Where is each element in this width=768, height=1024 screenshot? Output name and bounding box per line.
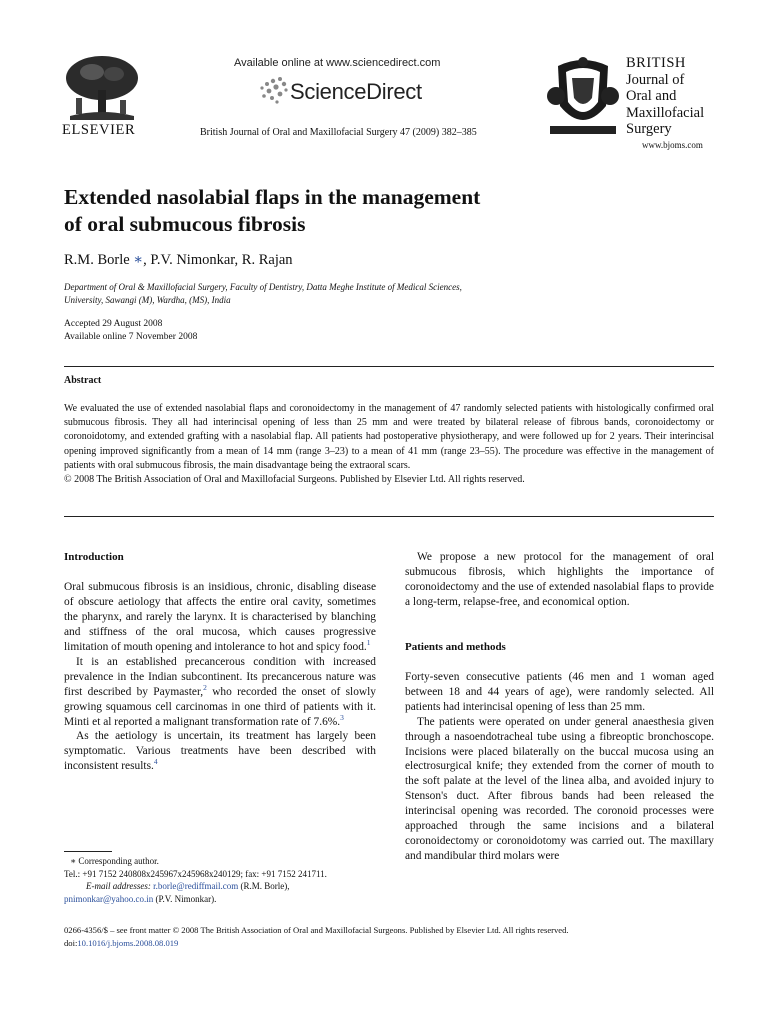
author-name: R.M. Borle [64, 252, 130, 268]
email-link[interactable]: pnimonkar@yahoo.co.in [64, 893, 154, 904]
journal-title-line: Journal of [626, 71, 685, 88]
accepted-date: Accepted 29 August 2008 [64, 319, 163, 329]
reference-link[interactable]: 2 [203, 682, 207, 692]
corresponding-author-note: ∗ Corresponding author. [70, 856, 159, 866]
author-names-rest: , P.V. Nimonkar, R. Rajan [143, 252, 293, 268]
abstract-top-rule [64, 366, 714, 367]
affiliation-line: Department of Oral & Maxillofacial Surgery, Faculty of Dentistry, Datta Meghe Institute of Medical Sciences, [64, 282, 462, 292]
intro-paragraph-2: It is an established precancerous condition with increased prevalence in the Indian subcontinent. Its precancerous nature was first described by Paymaster,$^2$ who recorded the onset of slowly growing squamous cell carcinomas in one third of patients with it. Minti et al reported a malignant transformation rate of 7.6%.$^3$ [64, 655, 376, 728]
elsevier-tree-logo-icon [62, 54, 142, 122]
reference-link[interactable]: 3 [340, 712, 344, 722]
author-list [64, 252, 293, 269]
article-title [64, 184, 584, 238]
methods-heading: Patients and methods [405, 640, 506, 653]
methods-paragraph-1: Forty-seven consecutive patients (46 men and 1 woman aged between 18 and 44 years of age), were randomly selected. All patients had interincisal opening of less than 25 mm. [405, 670, 714, 713]
reference-link[interactable]: 4 [153, 757, 158, 767]
methods-paragraph-2: The patients were operated on under general anaesthesia given through a nasoendotracheal tube using a fibreoptic bronchoscope. Incisions were placed bilaterally on the buccal mucosa using an electrosurgical knife; they extended from the corner of mouth to the soft palate at the level of the linea alba, and avoided injury to Stenson's duct. After fibrous bands had been released the interincisal opening was recorded. The coronoid processes were approached through the same incisions and a bilateral coronoidectomy or coronoidotomy was carried out. The maxillary and mandibular third molars were [405, 715, 714, 863]
abstract-copyright: © 2008 The British Association of Oral and Maxillofacial Surgeons. Published by Elsevier Ltd. All rights reserved. [64, 474, 525, 486]
email-note-2: pnimonkar@yahoo.co.in (P.V. Nimonkar). [64, 893, 217, 904]
left-column [64, 550, 376, 774]
abstract-bottom-rule [64, 516, 714, 517]
journal-title-line: Maxillofacial [626, 104, 705, 121]
doi-line: doi:10.1016/j.bjoms.2008.08.019 [64, 937, 179, 948]
protocol-paragraph: We propose a new protocol for the management of oral submucous fibrosis, which highlights the importance of coronoidectomy and the use of extended nasolabial flaps to provide a long-term, relapse-free, and economical option. [405, 551, 714, 608]
reference-link[interactable]: 1 [366, 637, 371, 647]
intro-paragraph-3: As the aetiology is uncertain, its treatment has largely been symptomatic. Various treatments have been described with inconsistent results.$^4$ [64, 730, 376, 773]
abstract-body [64, 402, 714, 487]
page-footer [64, 924, 714, 949]
article-title-line: of oral submucous fibrosis [64, 212, 306, 236]
bjoms-crest-icon [546, 56, 620, 140]
affiliation [64, 281, 534, 306]
journal-url: www.bjoms.com [642, 140, 703, 150]
abstract-heading: Abstract [64, 375, 102, 386]
article-dates [64, 318, 197, 343]
introduction-heading: Introduction [64, 551, 124, 563]
journal-title-line: BRITISH [626, 55, 686, 71]
affiliation-line: University, Sawangi (M), Wardha, (MS), India [64, 294, 231, 305]
journal-title-block [626, 55, 704, 138]
journal-title-line: Surgery [626, 121, 672, 137]
front-matter-line: 0266-4356/$ – see front matter © 2008 The British Association of Oral and Maxillofacial Surgeons. Published by Elsevier Ltd. All rights reserved. [64, 925, 569, 935]
email-link[interactable]: r.borle@rediffmail.com [153, 881, 239, 891]
journal-title-line: Oral and [626, 88, 677, 104]
telephone-note: Tel.: +91 7152 240808x245967x245968x240129; fax: +91 7152 241711. [64, 868, 327, 879]
intro-paragraph-1: Oral submucous fibrosis is an insidious, chronic, disabling disease of obscure aetiology that affects the entire oral cavity, sometimes the pharynx, and rarely the larynx. It is characterised by blanching and stiffness of the oral mucosa, which causes progressive limitation of mouth opening and intolerance to hot and spicy food.$^1$ [64, 580, 376, 653]
right-column [405, 550, 714, 864]
email-note: E-mail addresses: r.borle@rediffmail.com (R.M. Borle), [86, 881, 290, 891]
corresponding-author-marker[interactable]: ∗ [133, 252, 144, 268]
journal-reference: British Journal of Oral and Maxillofacial Surgery 47 (2009) 382–385 [200, 127, 477, 138]
doi-link[interactable]: 10.1016/j.bjoms.2008.08.019 [77, 937, 179, 948]
sciencedirect-logo-text: ScienceDirect [290, 79, 422, 104]
elsevier-wordmark: ELSEVIER [62, 122, 136, 138]
abstract-text: We evaluated the use of extended nasolabial flaps and coronoidectomy in the management of 47 randomly selected patients with histologically confirmed oral submucous fibrosis. They all had interincisal opening of less than 25 mm and were treated by bilateral release of fibrous bands, coronoidectomy or coronoidotomy, and extended grafting with a nasolabial flap. All patients had postoperative physiotherapy, and were followed up for 2 years. Their interincisal opening improved significantly from a mean of 14 mm (range 3–23) to a mean of 41 mm (range 23–55). The procedure was effective in the management of patients with oral submucous fibrosis, the main disadvantage being the extraoral scars. [64, 403, 714, 471]
footnote-rule [64, 851, 112, 852]
footnotes [64, 855, 376, 905]
available-date: Available online 7 November 2008 [64, 331, 198, 342]
article-title-line: Extended nasolabial flaps in the management [64, 185, 481, 209]
available-online-text: Available online at www.sciencedirect.com [234, 57, 441, 69]
